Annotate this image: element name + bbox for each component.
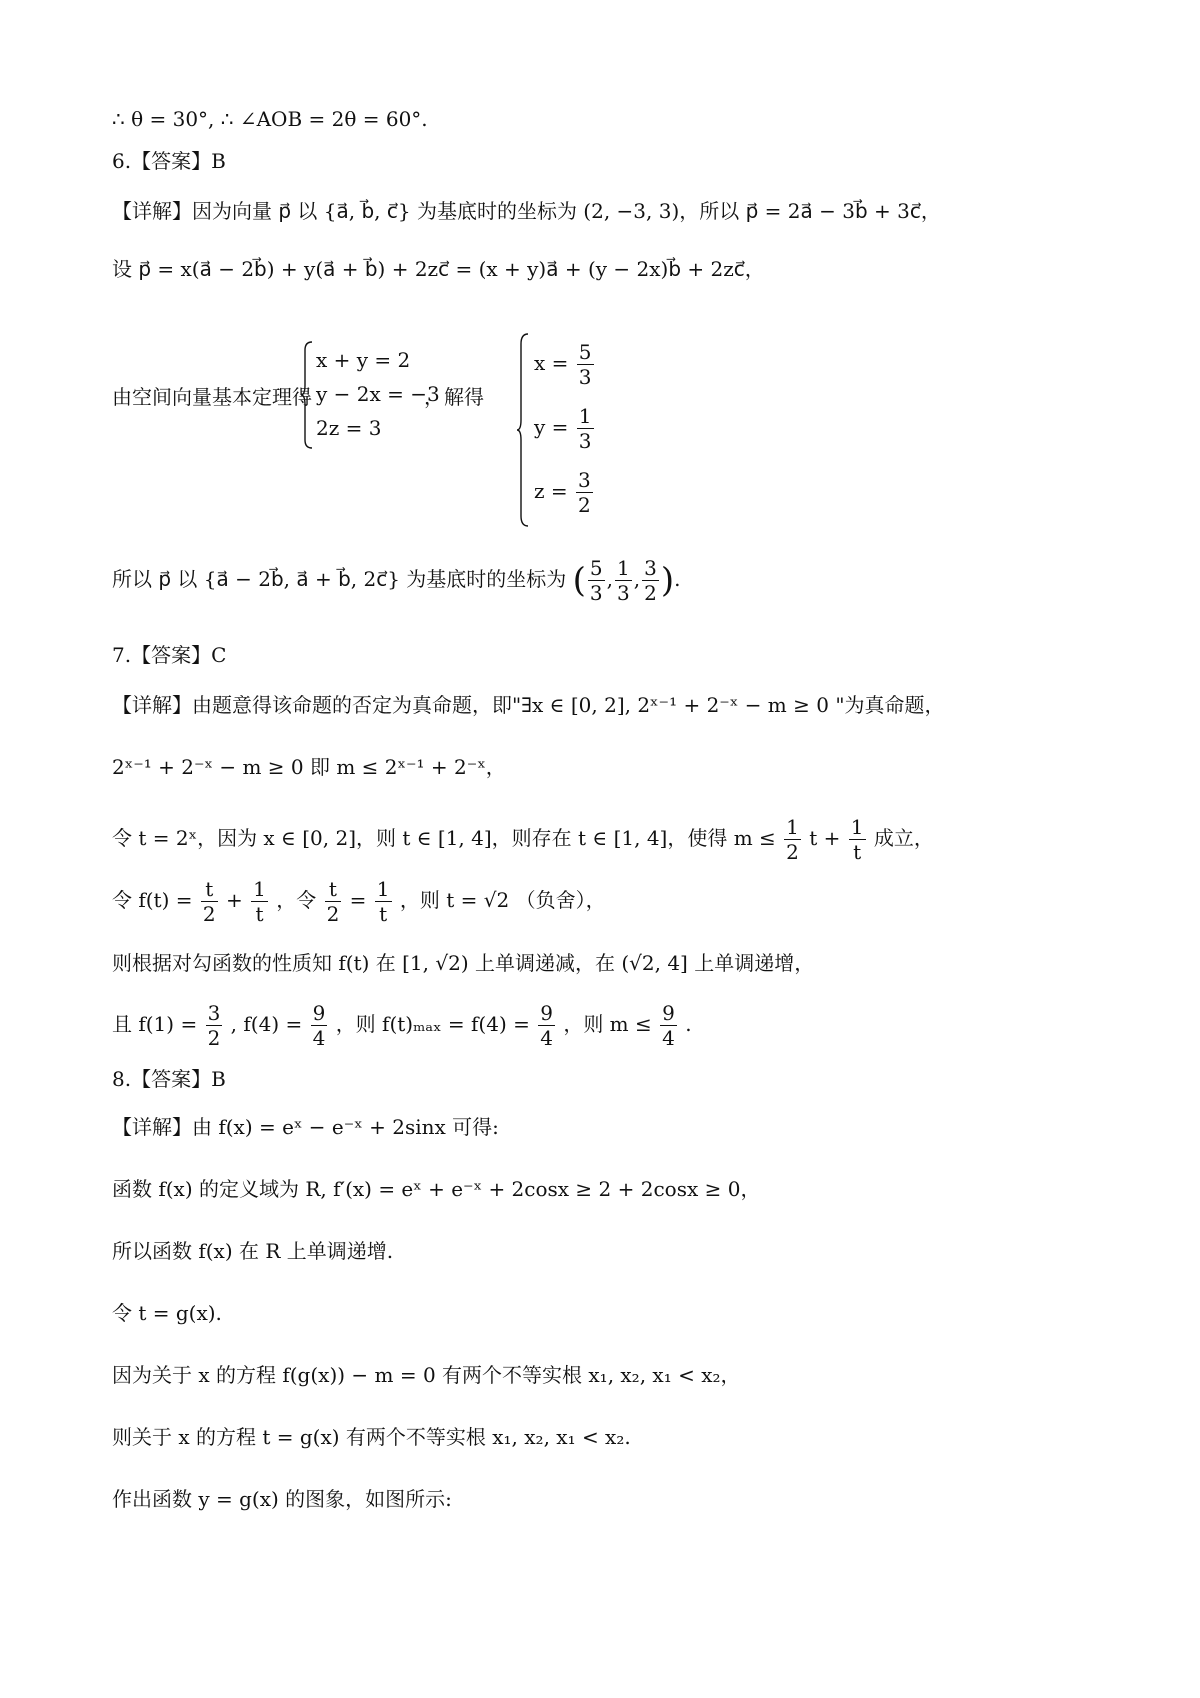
denominator: 3 (578, 429, 592, 453)
denominator: 2 (207, 1026, 221, 1050)
q7-l4c: ，令 (276, 888, 317, 912)
numerator: 9 (540, 1001, 553, 1025)
equation-system-1 (300, 340, 440, 450)
angle-conclusion: ∴ θ = 30°, ∴ ∠AOB = 2θ = 60°. (112, 107, 428, 131)
q7-l6e: . (685, 1012, 692, 1036)
solution-y-var: y = (534, 415, 569, 439)
q7-detail-line4 (112, 872, 606, 928)
fraction (201, 877, 218, 926)
solution-z-var: z = (534, 479, 568, 503)
solution-y (534, 404, 596, 453)
fraction (642, 556, 659, 605)
denominator: t (255, 902, 264, 926)
q8-detail-line7: 作出函数 y = g(x) 的图象，如图所示: (112, 1487, 452, 1511)
denominator: 4 (540, 1026, 553, 1050)
denominator: 4 (662, 1026, 675, 1050)
q7-detail-line3 (112, 810, 934, 866)
q7-l4e: ，则 t = √2 （负舍）， (399, 888, 606, 912)
q8-detail-line1: 【详解】由 f(x) = eˣ − e⁻ˣ + 2sinx 可得: (112, 1115, 499, 1139)
numerator: 3 (578, 468, 591, 492)
q7-l4d: = (349, 888, 367, 912)
fraction (325, 877, 342, 926)
left-paren-icon: ( (572, 560, 586, 601)
fraction (311, 1001, 328, 1050)
left-brace-icon (516, 332, 530, 528)
q7-l6c: ，则 f(t)ₘₐₓ = f(4) = (335, 1012, 530, 1036)
right-paren-icon: ) (660, 560, 675, 601)
q6-solve-text: ，解得 (424, 385, 484, 409)
q7-l6b: , f(4) = (230, 1012, 303, 1036)
q7-detail-line6 (112, 996, 692, 1052)
denominator: 4 (312, 1026, 326, 1050)
q7-l6a: 且 f(1) = (112, 1012, 198, 1036)
q8-answer: 8.【答案】B (112, 1067, 226, 1091)
fraction (206, 1001, 223, 1050)
solution-system (516, 332, 626, 528)
numerator: 5 (578, 340, 592, 364)
q6-theorem-text: 由空间向量基本定理得 (112, 385, 312, 409)
numerator: 1 (786, 815, 799, 839)
q6-detail-line1: 【详解】因为向量 p⃗ 以 {a⃗, b⃗, c⃗} 为基底时的坐标为 (2, −3, 3)，所以 p⃗ = 2a⃗ − 3b⃗ + 3c⃗， (112, 199, 941, 223)
left-brace-icon (300, 340, 314, 450)
numerator: t (325, 877, 342, 902)
fraction (577, 404, 594, 453)
fraction (615, 556, 632, 605)
numerator: 9 (662, 1001, 675, 1025)
q6-answer: 6.【答案】B (112, 149, 226, 173)
q8-detail-line4: 令 t = g(x). (112, 1301, 222, 1325)
solution-z (534, 468, 595, 517)
fraction (576, 468, 593, 517)
denominator: 3 (617, 581, 630, 605)
fraction (375, 877, 392, 926)
denominator: 2 (644, 581, 657, 605)
solution-x-var: x = (534, 351, 569, 375)
denominator: 2 (578, 493, 591, 517)
denominator: 2 (326, 902, 340, 926)
fraction (660, 1001, 677, 1050)
q8-detail-line5: 因为关于 x 的方程 f(g(x)) − m = 0 有两个不等实根 x₁, x₂, x₁ < x₂， (112, 1363, 741, 1387)
denominator: t (379, 902, 388, 926)
q7-l3a: 令 t = 2ˣ，因为 x ∈ [0, 2]，则 t ∈ [1, 4]，则存在 t ∈ [1, 4]，使得 m ≤ (112, 826, 776, 850)
q7-detail-line5: 则根据对勾函数的性质知 f(t) 在 [1, √2) 上单调递减，在 (√2, 4] 上单调递增， (112, 951, 815, 975)
numerator: 9 (312, 1001, 326, 1025)
numerator: 3 (207, 1001, 221, 1025)
fraction (849, 815, 866, 864)
solution-x (534, 340, 596, 389)
fraction (588, 556, 605, 605)
numerator: 1 (253, 877, 266, 901)
fraction (784, 815, 801, 864)
q7-l6d: ，则 m ≤ (563, 1012, 652, 1036)
q7-detail-line1: 【详解】由题意得该命题的否定为真命题，即"∃x ∈ [0, 2], 2ˣ⁻¹ + 2⁻ˣ − m ≥ 0 "为真命题， (112, 693, 945, 717)
q7-l4b: + (225, 888, 243, 912)
q6-detail-line2: 设 p⃗ = x(a⃗ − 2b⃗) + y(a⃗ + b⃗) + 2zc⃗ = (x + y)a⃗ + (y − 2x)b⃗ + 2zc⃗， (112, 257, 765, 281)
denominator: 3 (578, 365, 592, 389)
numerator: 1 (617, 556, 630, 580)
q7-l3c: 成立， (873, 826, 934, 850)
q8-detail-line2: 函数 f(x) 的定义域为 R, f′(x) = eˣ + e⁻ˣ + 2cosx ≥ 2 + 2cosx ≥ 0， (112, 1177, 761, 1201)
q8-detail-line3: 所以函数 f(x) 在 R 上单调递增. (112, 1239, 394, 1263)
q8-detail-line6: 则关于 x 的方程 t = g(x) 有两个不等实根 x₁, x₂, x₁ < x₂. (112, 1425, 631, 1449)
q7-l3b: t + (809, 826, 841, 850)
q6-result-line: 所以 p⃗ 以 {a⃗ − 2b⃗, a⃗ + b⃗, 2c⃗} 为基底时的坐标为 ( $\frac{5}{3}$ , $\frac{1}{3}$ , $\frac{3}{2}$ ). (112, 556, 681, 605)
q6-result-text: 所以 p⃗ 以 {a⃗ − 2b⃗, a⃗ + b⃗, 2c⃗} 为基底时的坐标为 (112, 567, 567, 591)
system1-eq3: 2z = 3 (316, 416, 382, 440)
fraction (577, 340, 594, 389)
denominator: t (853, 840, 862, 864)
q7-detail-line2: 2ˣ⁻¹ + 2⁻ˣ − m ≥ 0 即 m ≤ 2ˣ⁻¹ + 2⁻ˣ， (112, 755, 506, 779)
numerator: 1 (376, 877, 390, 901)
denominator: 3 (589, 581, 603, 605)
q7-l4a: 令 f(t) = (112, 888, 193, 912)
fraction (538, 1001, 555, 1050)
denominator: 2 (202, 902, 216, 926)
numerator: 3 (644, 556, 657, 580)
system1-eq1: x + y = 2 (316, 348, 411, 372)
numerator: 5 (589, 556, 603, 580)
fraction (251, 877, 268, 926)
numerator: t (201, 877, 218, 902)
numerator: 1 (578, 404, 592, 428)
denominator: 2 (786, 840, 799, 864)
numerator: 1 (850, 815, 864, 839)
system1-eq2: y − 2x = −3 (316, 382, 440, 406)
q7-answer: 7.【答案】C (112, 643, 227, 667)
